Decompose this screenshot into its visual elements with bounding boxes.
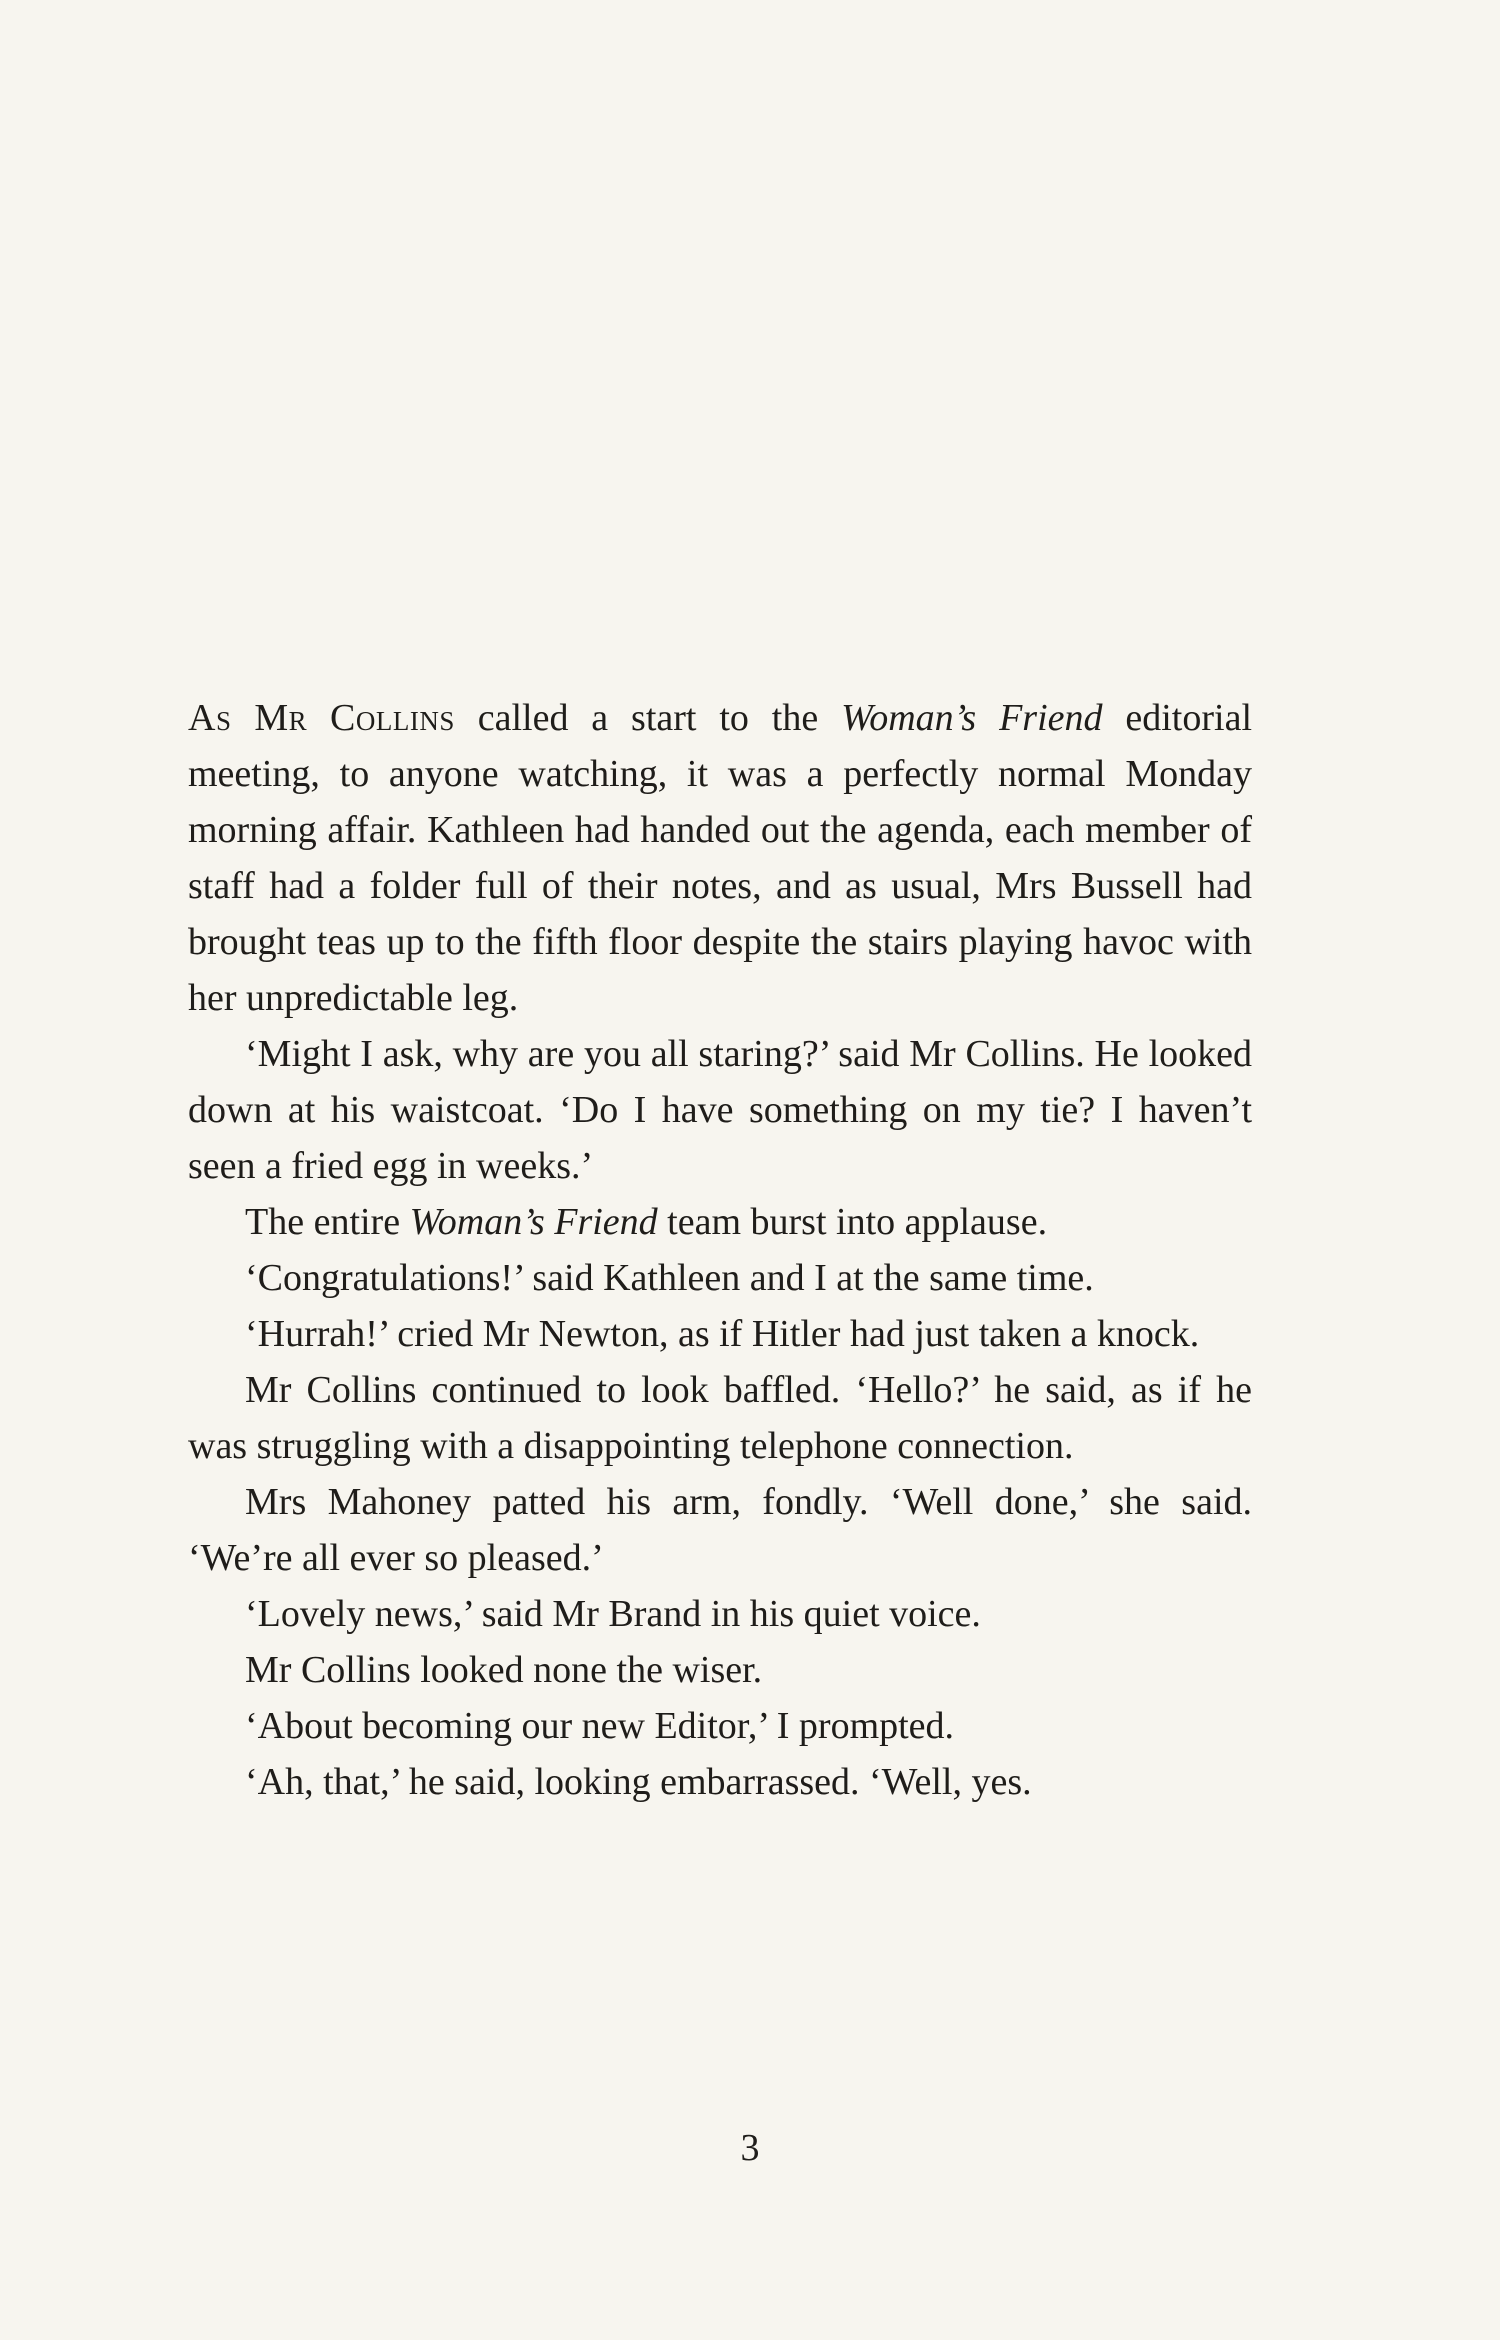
paragraph: ‘Hurrah!’ cried Mr Newton, as if Hitler had just taken a knock. [245, 1313, 1200, 1355]
page-number: 3 [740, 2127, 760, 2169]
paragraph: ‘Congratulations!’ said Kathleen and I at the same time. [245, 1257, 1094, 1299]
publication-title: Woman’s Friend [409, 1201, 658, 1243]
paragraph: Mrs Mahoney patted his arm, fondly. ‘Well done,’ she said. ‘We’re all ever so pleased.’ [188, 1481, 1252, 1579]
paragraph-text: The entire [245, 1201, 410, 1243]
paragraph: Mr Collins continued to look baffled. ‘Hello?’ he said, as if he was struggling with a disappointing telephone connection. [188, 1369, 1252, 1467]
paragraph: ‘About becoming our new Editor,’ I prompted. [245, 1705, 955, 1747]
lead-in-word: Collins [330, 697, 455, 739]
lead-in-word: As [188, 697, 232, 739]
paragraph-text: called a start to the [454, 697, 842, 739]
lead-in-word: Mr [254, 697, 308, 739]
paragraph-text: team burst into applause. [657, 1201, 1048, 1243]
paragraph: Mr Collins looked none the wiser. [245, 1649, 763, 1691]
paragraph-text: editorial meeting, to anyone watching, it was a perfectly normal Monday morning affair. Kathleen had handed out the agenda, each member of staff had a folder full of their notes, and as usual, Mrs Bussell had brought teas up to the fifth floor despite the stairs playing havoc with her unpredictable leg. [188, 697, 1253, 1019]
paragraph-opening [188, 690, 1252, 1026]
paragraph: ‘Lovely news,’ said Mr Brand in his quiet voice. [245, 1593, 981, 1635]
paragraph: ‘Might I ask, why are you all staring?’ said Mr Collins. He looked down at his waistcoat. ‘Do I have something on my tie? I haven’t seen a fried egg in weeks.’ [188, 1033, 1252, 1187]
paragraph [188, 1194, 1252, 1250]
body-text [188, 690, 1252, 1810]
publication-title: Woman’s Friend [841, 697, 1103, 739]
paragraph: ‘Ah, that,’ he said, looking embarrassed. ‘Well, yes. [245, 1761, 1032, 1803]
